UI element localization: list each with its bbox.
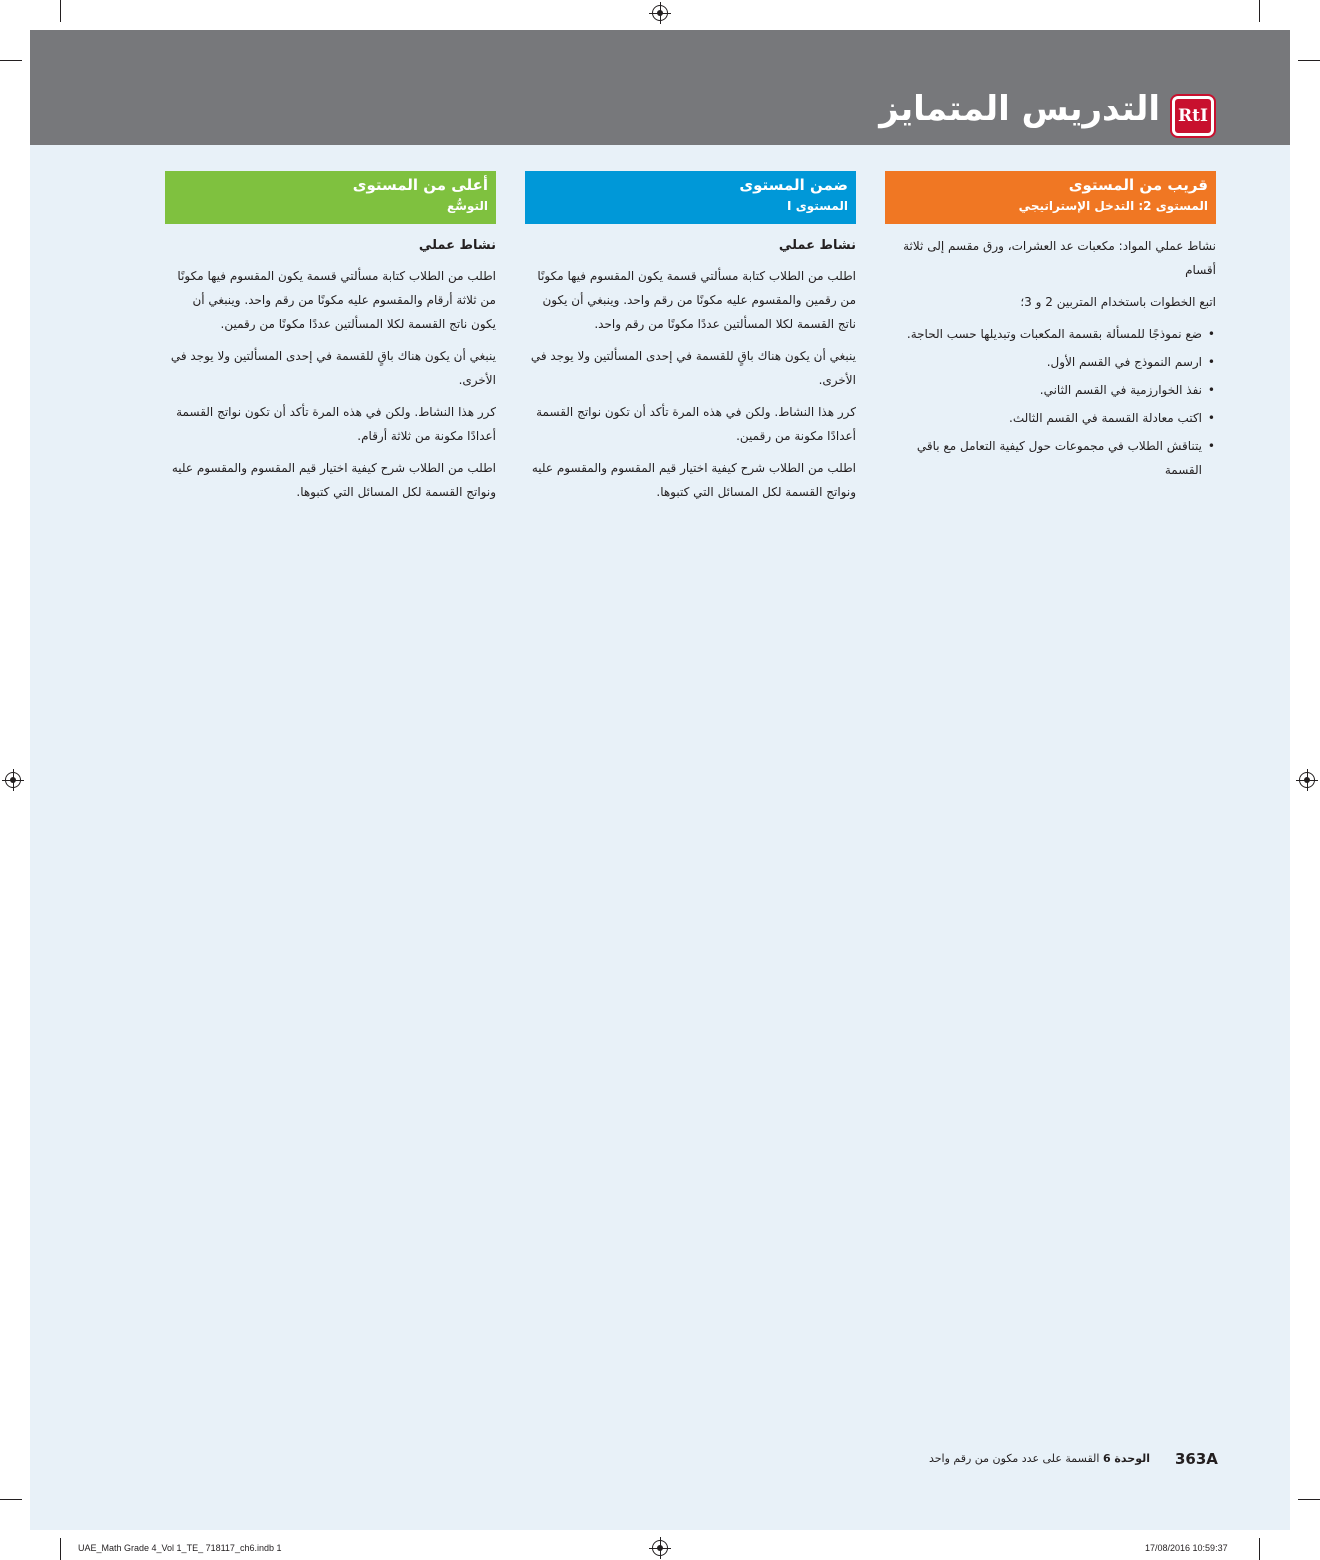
activity-paragraph: اطلب من الطلاب شرح كيفية اختيار قيم المقسوم والمقسوم عليه ونواتج القسمة لكل المسائل التي كتبوها. [171,461,496,499]
column-title: قريب من المستوى [1068,176,1208,194]
list-item: • اكتب معادلة القسمة في القسم الثالث. [885,406,1202,430]
registration-mark-icon [5,772,21,788]
slug-timestamp: 17/08/2016 10:59:37 [1145,1543,1228,1553]
activity-paragraph: اتبع الخطوات باستخدام المتربين 2 و 3؛ [1020,295,1216,309]
column-subtitle: المستوى 2: التدخل الإستراتيجي [1018,199,1208,213]
registration-mark-icon [1299,772,1315,788]
slug-file: UAE_Math Grade 4_Vol 1_TE_ 718117_ch6.indb 1 [78,1543,282,1553]
column-subtitle: المستوى I [787,199,848,213]
page-title: التدريس المتمايز [879,89,1160,129]
activity-title: نشاط عملي [778,238,856,253]
column-beyond-level [165,171,496,512]
column-title: ضمن المستوى [739,176,848,194]
registration-mark-icon [652,5,668,21]
crop-mark [60,0,61,22]
crop-mark [1298,60,1320,61]
crop-mark [60,1538,61,1560]
column-approaching-level [885,171,1216,486]
activity-paragraph: كرر هذا النشاط. ولكن في هذه المرة تأكد أن تكون نواتج القسمة أعدادًا مكونة من رقمين. [536,405,856,443]
list-item: • نفذ الخوارزمية في القسم الثاني. [885,378,1202,402]
column-header [885,171,1216,224]
crop-mark [1298,1499,1320,1500]
column-body [165,224,496,504]
unit-label: الوحدة 6 [1102,1452,1150,1465]
running-footer [929,1452,1150,1465]
column-header [165,171,496,224]
column-body [525,224,856,504]
column-on-level [525,171,856,512]
registration-mark-icon [652,1540,668,1556]
activity-title: نشاط عملي [418,238,496,253]
column-body [885,224,1216,482]
unit-text: القسمة على عدد مكون من رقم واحد [928,1452,1100,1465]
column-subtitle: التوسُّع [446,199,488,213]
list-item: • ضع نموذجًا للمسألة بقسمة المكعبات وتبديلها حسب الحاجة. [885,322,1202,346]
activity-paragraph: اطلب من الطلاب شرح كيفية اختيار قيم المقسوم والمقسوم عليه ونواتج القسمة لكل المسائل التي كتبوها. [531,461,856,499]
activity-paragraph: كرر هذا النشاط. ولكن في هذه المرة تأكد أن تكون نواتج القسمة أعدادًا مكونة من ثلاثة أرقام. [176,405,496,443]
column-title: أعلى من المستوى [352,176,488,194]
activity-paragraph: نشاط عملي المواد: مكعبات عد العشرات، ورق مقسم إلى ثلاثة أقسام [903,239,1216,277]
list-item: • ارسم النموذج في القسم الأول. [885,350,1202,374]
crop-mark [0,60,22,61]
column-header [525,171,856,224]
page-number: 363A [1175,1450,1218,1468]
list-item: • يتناقش الطلاب في مجموعات حول كيفية التعامل مع باقي القسمة [885,434,1202,482]
activity-steps-list [885,322,1216,482]
crop-mark [0,1499,22,1500]
activity-paragraph: اطلب من الطلاب كتابة مسألتي قسمة يكون المقسوم فيها مكونًا من رقمين والمقسوم عليه مكونًا من رقم واحد. وينبغي أن يكون ناتج القسمة لكلا المسألتين عددًا مكونًا من رقم واحد. [537,269,856,331]
crop-mark [1259,1538,1260,1560]
activity-paragraph: ينبغي أن يكون هناك باقٍ للقسمة في إحدى المسألتين ولا يوجد في الأخرى. [170,349,496,387]
rti-badge: RtI [1172,96,1214,136]
activity-paragraph: ينبغي أن يكون هناك باقٍ للقسمة في إحدى المسألتين ولا يوجد في الأخرى. [530,349,856,387]
crop-mark [1259,0,1260,22]
activity-paragraph: اطلب من الطلاب كتابة مسألتي قسمة يكون المقسوم فيها مكونًا من ثلاثة أرقام والمقسوم عليه مكونًا من رقم واحد. وينبغي أن يكون ناتج القسمة لكلا المسألتين عددًا مكونًا من رقمين. [177,269,496,331]
